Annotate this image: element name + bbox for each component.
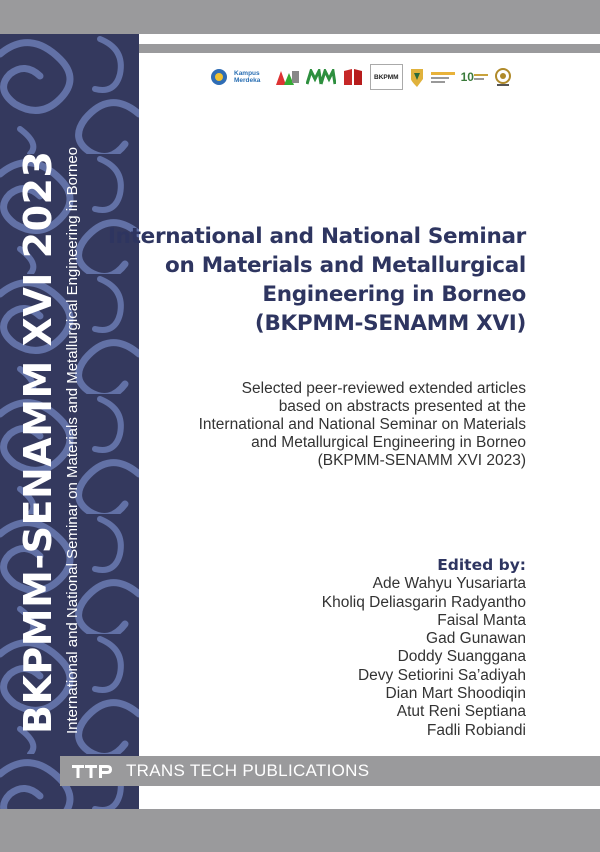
book-logo-icon [342,66,364,88]
editor-name: Atut Reni Septiana [396,703,526,721]
editor-name: Faisal Manta [437,611,526,629]
title-line: (BKPMM-SENAMM XVI) [254,311,526,336]
editor-name: Gad Gunawan [426,630,526,648]
title-line: on Materials and Metallurgical [165,253,526,278]
editors-heading: Edited by: [437,556,526,574]
header-rule [139,44,600,53]
institute-logo-icon [274,66,300,88]
spine-subtitle: International and National Seminar on Materials and Metallurgical Engineering in Borneo [64,146,81,734]
anniversary-logo [461,66,488,88]
bkpmm-logo-text: BKPMM [374,73,399,81]
tut-wuri-logo-icon [210,66,228,88]
bkpmm-logo [370,64,403,90]
book-title [106,222,526,338]
anniversary-number: 10 [460,70,474,84]
subtitle-line: Selected peer-reviewed extended articles [241,380,526,397]
subtitle-line: International and National Seminar on Materials [198,416,526,433]
subtitle-line: based on abstracts presented at the [278,398,526,415]
editors-block [226,556,526,740]
subtitle-line: (BKPMM-SENAMM XVI 2023) [317,452,526,469]
editor-name: Ade Wahyu Yusariarta [372,575,526,593]
subtitle-line: and Metallurgical Engineering in Borneo [251,434,526,451]
spine-title: BKPMM-SENAMM XVI 2023 [16,150,60,734]
editor-name: Dian Mart Shoodiqin [385,685,526,703]
spine-text-block [16,54,82,734]
editor-name: Fadli Robiandi [426,721,526,739]
sponsor-logos [210,64,540,90]
title-line: International and National Seminar [107,224,526,249]
kampus-merdeka-logo [234,66,268,88]
seminar-logo-icon [431,66,455,88]
top-gray-bar [0,0,600,34]
kampus-merdeka-logo-text: Kampus Merdeka [234,70,261,84]
ttp-logo-icon [70,761,114,781]
emblem-logo-icon [494,66,512,88]
editor-name: Doddy Suanggana [397,648,526,666]
university-shield-icon [409,66,425,88]
editor-name: Devy Setiorini Sa’adiyah [357,666,526,684]
mm-logo-icon [306,66,336,88]
editor-name: Kholiq Deliasgarin Radyantho [321,593,526,611]
title-line: Engineering in Borneo [262,282,526,307]
publisher-bar [60,756,600,786]
bottom-gray-bar [0,809,600,852]
book-subtitle [106,380,526,470]
publisher-name: TRANS TECH PUBLICATIONS [126,761,370,780]
